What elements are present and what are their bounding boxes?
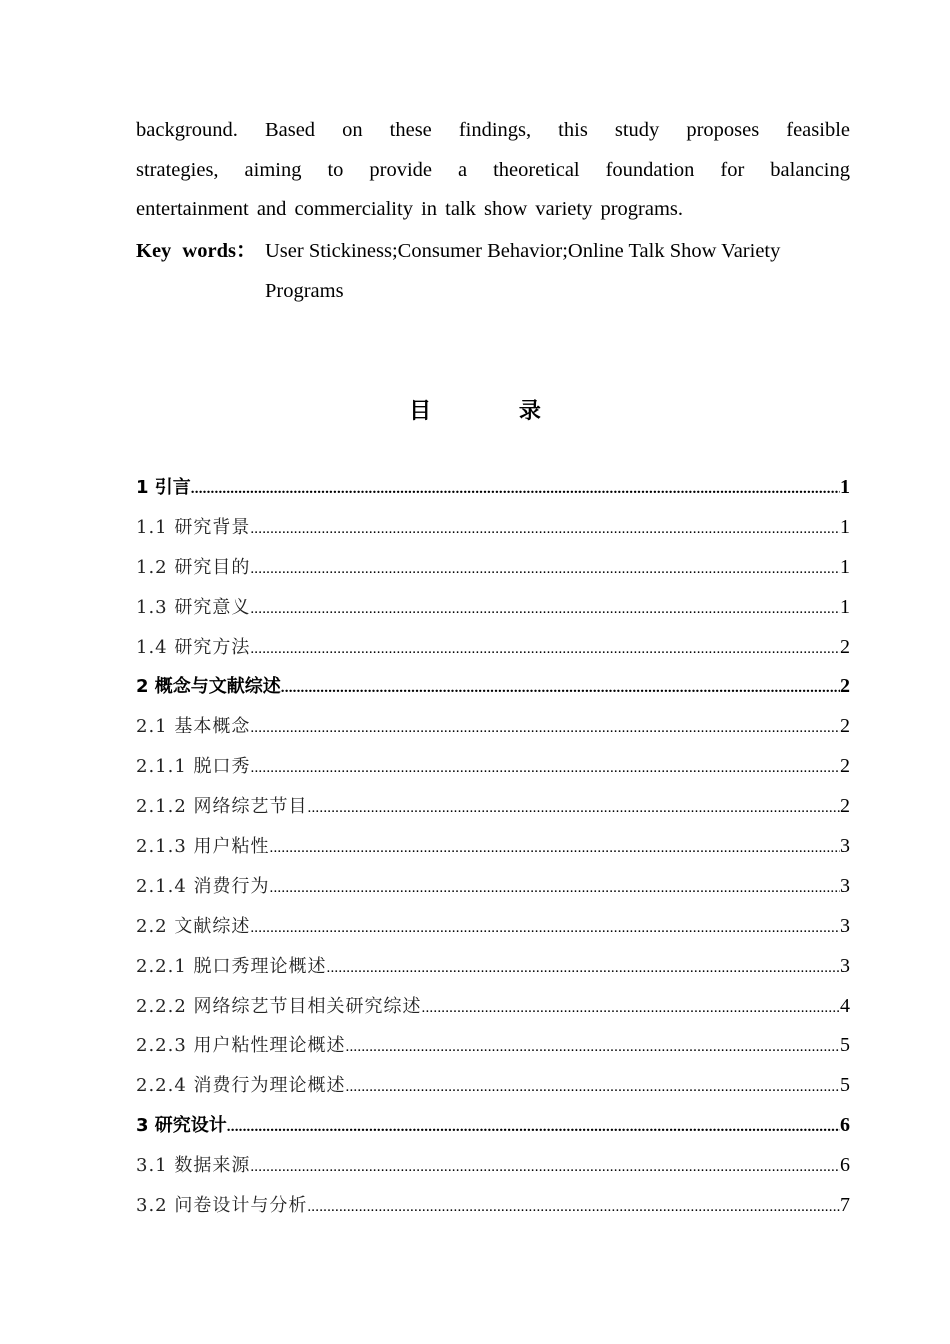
toc-leader-dots (191, 470, 840, 508)
toc-leader-dots (346, 1028, 840, 1066)
toc-leader-dots (250, 550, 840, 588)
toc-entry-label: 1.3 研究意义 (136, 596, 251, 618)
toc-leader-dots (250, 590, 840, 628)
toc-entry-label: 1 引言 (136, 477, 191, 498)
toc-entry-page: 2 (840, 635, 850, 658)
toc-entry-label: 2.1.3 用户粘性 (136, 836, 270, 858)
toc-entry[interactable] (136, 1106, 850, 1146)
toc-entry[interactable] (136, 628, 850, 668)
toc-entry-page: 5 (840, 1074, 850, 1097)
toc-leader-dots (250, 630, 840, 668)
toc-entry[interactable] (136, 787, 850, 827)
toc-entry-page: 4 (840, 994, 850, 1017)
toc-entry-label: 1.1 研究背景 (136, 516, 251, 538)
toc-entry-label: 2.2 文献综述 (136, 915, 251, 937)
toc-leader-dots (307, 1188, 840, 1226)
toc-leader-dots (270, 869, 840, 907)
toc-entry-page: 2 (840, 715, 850, 738)
toc-leader-dots (250, 909, 840, 947)
toc-entry-label: 2 概念与文献综述 (136, 676, 281, 698)
toc-leader-dots (308, 789, 840, 827)
toc-entry-page: 6 (840, 1114, 850, 1137)
toc-entry[interactable] (136, 468, 850, 508)
abstract-line: background. Based on these findings, this study proposes feasible (136, 119, 850, 141)
toc-entry-page: 2 (840, 675, 850, 698)
toc-entry-page: 1 (840, 555, 850, 578)
toc-entry-label: 2.1.4 消费行为 (136, 875, 270, 897)
toc-leader-dots (250, 1148, 840, 1186)
toc-leader-dots (270, 829, 840, 867)
toc-entry-label: 2.1 基本概念 (136, 716, 251, 738)
toc-entry-page: 6 (840, 1154, 850, 1177)
toc-leader-dots (346, 1068, 840, 1106)
toc-entry[interactable] (136, 747, 850, 787)
toc-entry-label: 3 研究设计 (136, 1115, 227, 1137)
toc-entry-page: 1 (840, 476, 850, 498)
toc-entry-label: 2.2.2 网络综艺节目相关研究综述 (136, 995, 422, 1017)
toc-title: 目 录 (409, 399, 581, 424)
toc-entry[interactable] (136, 1026, 850, 1066)
toc-entry[interactable] (136, 827, 850, 867)
toc-entry-page: 3 (840, 914, 850, 937)
toc-entry-page: 2 (840, 795, 850, 818)
toc-entry-page: 3 (840, 835, 850, 858)
toc-leader-dots (327, 949, 840, 987)
toc-entry-label: 1.2 研究目的 (136, 556, 251, 578)
toc-entry[interactable] (136, 867, 850, 907)
toc-entry[interactable] (136, 1146, 850, 1186)
toc-entry-page: 5 (840, 1034, 850, 1057)
keywords-label: Key words： (136, 240, 257, 262)
toc-leader-dots (251, 749, 840, 787)
toc-leader-dots (281, 669, 840, 707)
abstract-line: entertainment and commerciality in talk show variety programs. (136, 198, 684, 220)
toc-leader-dots (227, 1108, 840, 1146)
toc-entry-label: 3.2 问卷设计与分析 (136, 1195, 308, 1217)
toc-entry[interactable] (136, 947, 850, 987)
toc-leader-dots (422, 989, 840, 1027)
toc-entry[interactable] (136, 667, 850, 707)
toc-entry-label: 2.1.2 网络综艺节目 (136, 796, 308, 818)
toc-entry[interactable] (136, 508, 850, 548)
toc-entry-page: 3 (840, 954, 850, 977)
toc-entry-label: 2.2.1 脱口秀理论概述 (136, 955, 327, 977)
toc-entry-label: 2.2.4 消费行为理论概述 (136, 1075, 346, 1097)
toc-entry-label: 2.1.1 脱口秀 (136, 756, 251, 778)
toc-entry[interactable] (136, 588, 850, 628)
toc-entry-page: 3 (840, 874, 850, 897)
toc-entry-page: 7 (840, 1194, 850, 1217)
keywords-text: User Stickiness;Consumer Behavior;Online Talk Show Variety Programs (265, 240, 781, 302)
abstract-line: strategies, aiming to provide a theoretical foundation for balancing (136, 158, 850, 181)
abstract-paragraph (136, 111, 850, 230)
toc-entry[interactable] (136, 1186, 850, 1226)
toc-entry[interactable] (136, 1066, 850, 1106)
table-of-contents (136, 468, 850, 1226)
toc-leader-dots (250, 510, 840, 548)
toc-entry-label: 2.2.3 用户粘性理论概述 (136, 1035, 346, 1057)
toc-entry-label: 3.1 数据来源 (136, 1155, 251, 1177)
toc-entry-page: 1 (840, 595, 850, 618)
toc-entry[interactable] (136, 987, 850, 1027)
toc-entry[interactable] (136, 907, 850, 947)
toc-entry[interactable] (136, 707, 850, 747)
toc-leader-dots (250, 709, 840, 747)
toc-entry-page: 1 (840, 515, 850, 538)
toc-entry-page: 2 (840, 755, 850, 778)
toc-entry-label: 1.4 研究方法 (136, 636, 251, 658)
toc-entry[interactable] (136, 548, 850, 588)
